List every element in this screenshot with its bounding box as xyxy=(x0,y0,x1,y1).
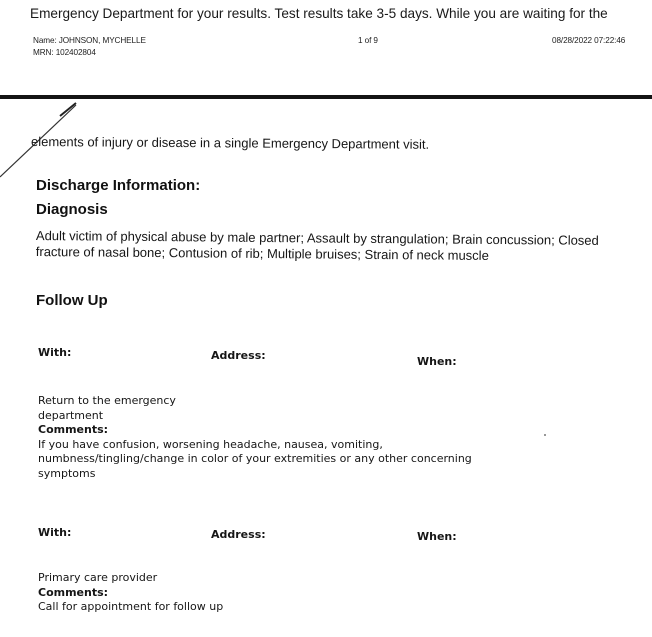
with-label: With: xyxy=(38,346,72,359)
results-info-line: Emergency Department for your results. Test results take 3-5 days. While you are waiting for the xyxy=(30,6,608,21)
address-label: Address: xyxy=(211,528,266,541)
page-divider xyxy=(0,95,652,99)
comments-label: Comments: xyxy=(38,423,109,436)
patient-name: Name: JOHNSON, MYCHELLE xyxy=(33,36,146,45)
page-indicator: 1 of 9 xyxy=(358,36,378,45)
discharge-info-heading: Discharge Information: xyxy=(36,177,201,194)
comments-label: Comments: xyxy=(38,585,109,599)
with-label: With: xyxy=(38,526,72,539)
diagnosis-heading: Diagnosis xyxy=(36,201,108,218)
address-label: Address: xyxy=(211,349,266,362)
follow-up-heading: Follow Up xyxy=(36,292,108,309)
when-label: When: xyxy=(417,530,457,543)
patient-mrn: MRN: 102402804 xyxy=(33,48,96,57)
follow-up-provider: Return to the emergency department xyxy=(38,394,176,422)
scan-speck xyxy=(544,434,546,436)
follow-up-entry xyxy=(38,571,508,615)
diagnosis-text: Adult victim of physical abuse by male partner; Assault by strangulation; Brain concussion; Closed fracture of nasal bone; Contusion of rib; Multiple bruises; Strain of neck muscle xyxy=(35,228,599,263)
follow-up-provider: Primary care provider xyxy=(38,571,158,584)
print-datetime: 08/28/2022 07:22:46 xyxy=(552,36,626,45)
follow-up-comments: If you have confusion, worsening headache, nausea, vomiting, numbness/tingling/change in color of your extremities or any other concerning symptoms xyxy=(38,437,472,480)
follow-up-comments: Call for appointment for follow up xyxy=(38,600,224,613)
previous-text-fragment: elements of injury or disease in a single Emergency Department visit. xyxy=(30,134,430,152)
when-label: When: xyxy=(417,355,457,368)
follow-up-entry xyxy=(38,394,508,481)
